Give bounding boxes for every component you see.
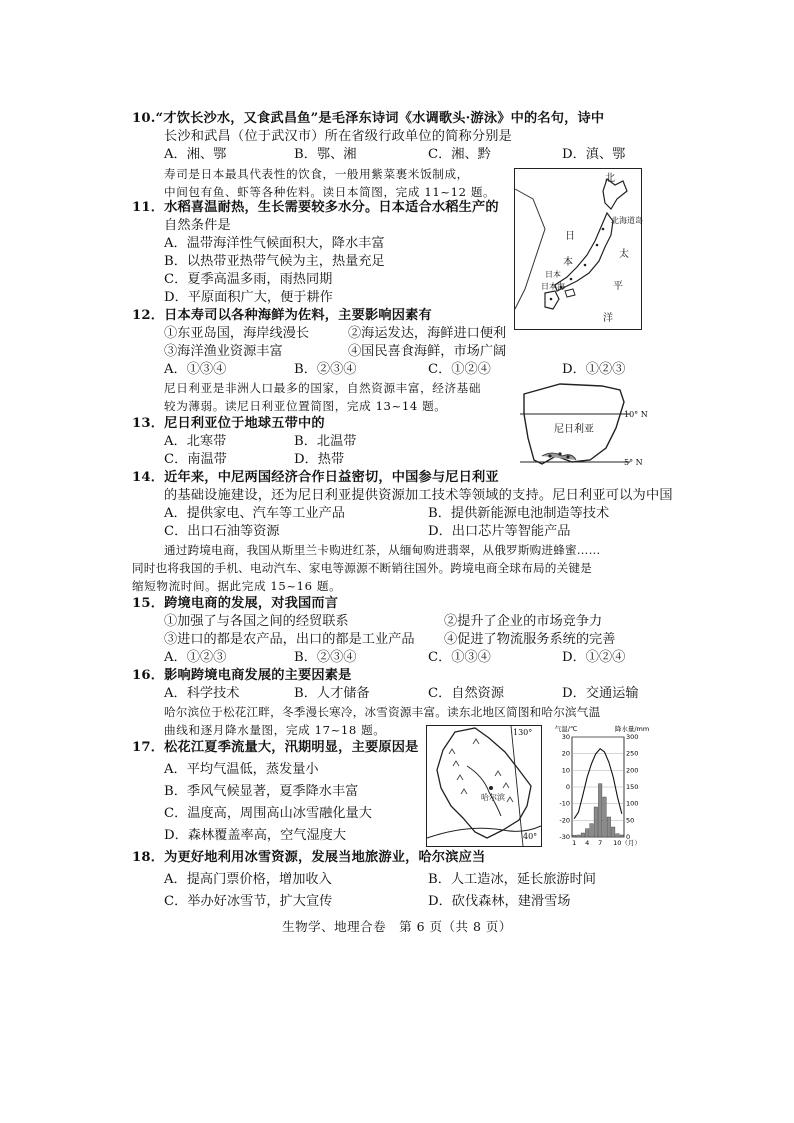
q14-stem-line2: 的基础设施建设，还为尼日利亚提供资源加工技术等领域的支持。尼日利亚可以为中国 bbox=[164, 488, 673, 503]
q14-option-c: C．出口石油等资源 bbox=[164, 524, 280, 539]
precipitation-bar bbox=[585, 829, 589, 837]
q15-item-4: ④促进了物流服务系统的完善 bbox=[444, 632, 616, 647]
nigeria-map-lat5-label: 5° N bbox=[624, 458, 643, 467]
page-footer: 生物学、地理合卷 第 6 页（共 8 页） bbox=[282, 919, 512, 934]
q17-option-c: C．温度高，周围高山冰雪融化量大 bbox=[164, 806, 372, 821]
q14-stem-line1: 14．近年来，中尼两国经济合作日益密切，中国参与尼日利亚 bbox=[132, 470, 499, 485]
chart-right-tick: 100 bbox=[626, 799, 639, 808]
q18-option-b: B．人工造冰，延长旅游时间 bbox=[428, 872, 596, 887]
q14-option-d: D．出口芯片等智能产品 bbox=[428, 524, 571, 539]
q12-item-1: ①东亚岛国，海岸线漫长 bbox=[164, 326, 310, 341]
q18-option-a: A．提高门票价格，增加收入 bbox=[164, 872, 332, 887]
nigeria-map bbox=[520, 380, 648, 472]
q11-option-a: A．温带海洋性气候面积大，降水丰富 bbox=[164, 236, 385, 251]
q17-stem: 17．松花江夏季流量大，汛期明显，主要原因是 bbox=[132, 740, 419, 755]
northeast-china-map bbox=[426, 725, 542, 847]
q16-option-d: D．交通运输 bbox=[562, 686, 639, 701]
precipitation-bar bbox=[616, 834, 620, 837]
precipitation-bar bbox=[581, 833, 585, 837]
chart-left-tick: 10 bbox=[561, 766, 570, 775]
chart-right-tick: 300 bbox=[626, 733, 639, 741]
q12-stem: 12．日本寿司以各种海鲜为佐料，主要影响因素有 bbox=[132, 308, 432, 323]
passage1-line2: 中间包有鱼、虾等各种佐料。读日本简图，完成 11~12 题。 bbox=[164, 185, 496, 199]
q12-item-4: ④国民喜食海鲜，市场广阔 bbox=[348, 344, 507, 359]
q11-option-c: C．夏季高温多雨，雨热同期 bbox=[164, 272, 333, 287]
q15-stem: 15．跨境电商的发展，对我国而言 bbox=[132, 596, 339, 611]
chart-right-tick: 50 bbox=[626, 816, 635, 825]
q12-item-2: ②海运发达，海鲜进口便利 bbox=[348, 326, 507, 341]
q12-option-b: B．②③④ bbox=[294, 362, 357, 377]
japan-map-yang-label: 洋 bbox=[603, 313, 613, 324]
chart-x-tick: 4 bbox=[585, 839, 590, 847]
q11-option-b: B．以热带亚热带气候为主，热量充足 bbox=[164, 254, 385, 269]
q14-option-a: A．提供家电、汽车等工业产品 bbox=[164, 506, 345, 521]
chart-left-tick: -20 bbox=[559, 816, 570, 825]
precipitation-bar bbox=[594, 807, 598, 837]
passage4-line2: 曲线和逐月降水量图，完成 17~18 题。 bbox=[164, 723, 386, 737]
chart-left-tick: 30 bbox=[561, 733, 570, 741]
q17-option-b: B．季风气候显著，夏季降水丰富 bbox=[164, 784, 359, 799]
passage3-line1: 通过跨境电商，我国从斯里兰卡购进红茶，从缅甸购进翡翠，从俄罗斯购进蜂蜜…… bbox=[164, 543, 601, 557]
q10-stem-line1: 10.“才饮长沙水，又食武昌鱼”是毛泽东诗词《水调歌头·游泳》中的名句，诗中 bbox=[132, 111, 605, 126]
q12-option-d: D．①②③ bbox=[562, 362, 626, 377]
harbin-climate-chart bbox=[546, 721, 650, 851]
precipitation-bar bbox=[572, 835, 576, 837]
chart-left-tick: -30 bbox=[559, 833, 570, 841]
q15-option-a: A．①②③ bbox=[164, 650, 227, 665]
chart-right-tick: 250 bbox=[626, 749, 639, 758]
precipitation-bar bbox=[607, 817, 611, 837]
chart-right-tick: 200 bbox=[626, 766, 639, 775]
q18-option-c: C．举办好冰雪节，扩大宣传 bbox=[164, 894, 333, 909]
japan-map-ben-label: 本 bbox=[563, 257, 573, 268]
q15-item-3: ③进口的都是农产品，出口的都是工业产品 bbox=[164, 632, 415, 647]
temperature-line bbox=[574, 749, 622, 819]
q16-stem: 16．影响跨境电商发展的主要因素是 bbox=[132, 668, 352, 683]
q16-option-b: B．人才储备 bbox=[294, 686, 370, 701]
precipitation-bar bbox=[611, 827, 615, 837]
q13-option-d: D．热带 bbox=[294, 452, 345, 467]
q10-option-d: D．滇、鄂 bbox=[562, 147, 626, 162]
chart-x-tick: 7 bbox=[598, 839, 603, 847]
passage3-line3: 缩短物流时间。据此完成 15~16 题。 bbox=[132, 579, 342, 593]
q18-stem: 18．为更好地利用冰雪资源，发展当地旅游业，哈尔滨应当 bbox=[132, 850, 486, 865]
q15-option-c: C．①③④ bbox=[428, 650, 491, 665]
q12-option-a: A．①③④ bbox=[164, 362, 227, 377]
q16-option-a: A．科学技术 bbox=[164, 686, 240, 701]
passage2-line1: 尼日利亚是非洲人口最多的国家，自然资源丰富，经济基础 bbox=[164, 381, 482, 395]
japan-map-tai-label: 太 bbox=[619, 249, 629, 260]
japan-map-sea-label: 日本海 bbox=[541, 282, 565, 291]
q13-option-b: B．北温带 bbox=[294, 434, 357, 449]
chart-right-axis-label: 降水量/mm bbox=[614, 725, 650, 733]
q13-option-a: A．北寒带 bbox=[164, 434, 227, 449]
chart-left-tick: 0 bbox=[565, 783, 570, 791]
q17-option-a: A．平均气温低，蒸发量小 bbox=[164, 762, 319, 777]
precipitation-bar bbox=[598, 784, 602, 837]
q18-option-d: D．砍伐森林，建滑雪场 bbox=[428, 894, 571, 909]
chart-left-tick: -10 bbox=[559, 799, 570, 808]
northeast-map-40-label: 40° bbox=[523, 832, 538, 841]
japan-map-jp-label: 日本 bbox=[545, 270, 561, 279]
q15-item-1: ①加强了与各国之间的经贸联系 bbox=[164, 614, 349, 629]
japan-map-ping-label: 平 bbox=[613, 281, 623, 292]
q11-stem-line1: 11．水稻喜温耐热，生长需要较多水分。日本适合水稻生产的 bbox=[132, 200, 499, 215]
nigeria-map-country-label: 尼日利亚 bbox=[554, 424, 594, 435]
q10-option-b: B．鄂、湘 bbox=[294, 147, 357, 162]
japan-map-hokkaido-label: 北海道岛 bbox=[611, 216, 643, 225]
chart-x-tick: 1 bbox=[572, 839, 577, 847]
q13-option-c: C．南温带 bbox=[164, 452, 227, 467]
chart-x-tick: 10（月） bbox=[613, 839, 641, 847]
q10-option-a: A．湘、鄂 bbox=[164, 147, 227, 162]
q12-option-c: C．①②④ bbox=[428, 362, 491, 377]
precipitation-bar bbox=[577, 835, 581, 837]
q11-stem-line2: 自然条件是 bbox=[164, 218, 231, 233]
northeast-map-drawing bbox=[427, 726, 541, 846]
japan-map bbox=[514, 168, 642, 330]
passage3-line2: 同时也将我国的手机、电动汽车、家电等源源不断销往国外。跨境电商全球布局的关键是 bbox=[132, 561, 592, 575]
northeast-map-130-label: 130° bbox=[513, 728, 533, 737]
q16-option-c: C．自然资源 bbox=[428, 686, 505, 701]
q11-option-d: D．平原面积广大，便于耕作 bbox=[164, 290, 333, 305]
chart-right-tick: 0 bbox=[626, 833, 631, 841]
q12-item-3: ③海洋渔业资源丰富 bbox=[164, 344, 283, 359]
nigeria-map-lat10-label: 10° N bbox=[624, 410, 648, 419]
q13-stem: 13．尼日利亚位于地球五带中的 bbox=[132, 416, 325, 431]
q15-item-2: ②提升了企业的市场竞争力 bbox=[444, 614, 603, 629]
q14-option-b: B．提供新能源电池制造等技术 bbox=[428, 506, 610, 521]
japan-map-ri-label: 日 bbox=[565, 231, 575, 242]
q15-option-b: B．②③④ bbox=[294, 650, 357, 665]
passage2-line2: 较为薄弱。读尼日利亚位置简图，完成 13~14 题。 bbox=[164, 399, 447, 413]
northeast-map-harbin-label: 哈尔滨 bbox=[481, 793, 505, 802]
passage1-line1: 寿司是日本最具代表性的饮食，一般用紫菜裹米饭制成， bbox=[164, 167, 469, 181]
precipitation-bar bbox=[603, 797, 607, 837]
climate-chart-svg bbox=[546, 721, 650, 851]
passage4-line1: 哈尔滨位于松花江畔，冬季漫长寒冷，冰雪资源丰富。读东北地区简图和哈尔滨气温 bbox=[164, 705, 601, 719]
q10-option-c: C．湘、黔 bbox=[428, 147, 491, 162]
q15-option-d: D．①②④ bbox=[562, 650, 626, 665]
q10-stem-line2: 长沙和武昌（位于武汉市）所在省级行政单位的简称分别是 bbox=[164, 129, 513, 144]
q17-option-d: D．森林覆盖率高，空气湿度大 bbox=[164, 828, 347, 843]
precipitation-bar bbox=[590, 824, 594, 837]
japan-map-north-label: 北 bbox=[605, 173, 615, 184]
chart-left-axis-label: 气温/℃ bbox=[554, 725, 578, 733]
chart-left-tick: 20 bbox=[561, 749, 570, 758]
chart-right-tick: 150 bbox=[626, 783, 639, 791]
precipitation-bar bbox=[620, 835, 624, 837]
